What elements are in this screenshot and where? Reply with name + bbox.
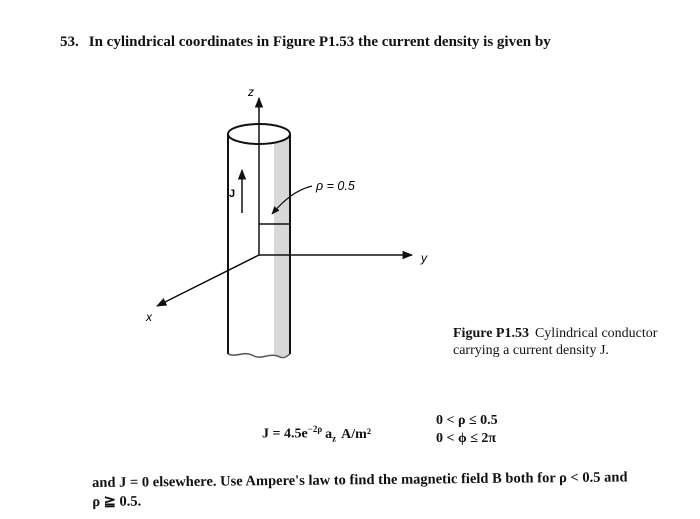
equation-exponent: −2ρ <box>307 424 323 434</box>
equation-lhs: J = 4.5e <box>262 426 308 442</box>
phi-range: 0 < ϕ ≤ 2π <box>436 431 497 446</box>
equation-unit: A/m² <box>341 426 372 442</box>
x-axis-label: x <box>146 310 152 324</box>
problem-number: 53. <box>60 34 79 50</box>
y-axis-label: y <box>421 251 427 265</box>
figure-caption <box>453 325 683 359</box>
cylinder-shading <box>274 136 289 356</box>
equation-unit-sub: z <box>332 433 337 444</box>
rho-range: 0 < ρ ≤ 0.5 <box>436 413 498 428</box>
problem-statement: In cylindrical coordinates in Figure P1.53 the current density is given by <box>88 34 551 50</box>
caption-title: Figure P1.53 <box>453 326 529 341</box>
equation-unit-vector: a <box>325 426 333 442</box>
z-axis-label: z <box>248 85 254 99</box>
body-line-1: and J = 0 elsewhere. Use Ampere's law to find the magnetic field B both for ρ < 0.5 and <box>92 469 628 491</box>
current-density-label: J <box>229 188 236 200</box>
radius-label: ρ = 0.5 <box>316 179 355 193</box>
body-line-2: ρ ≧ 0.5. <box>92 493 142 510</box>
caption-text: Cylindrical conductor carrying a current density J. <box>453 326 658 358</box>
current-density-equation <box>262 424 371 443</box>
problem-body <box>92 468 692 512</box>
x-axis <box>157 255 259 306</box>
